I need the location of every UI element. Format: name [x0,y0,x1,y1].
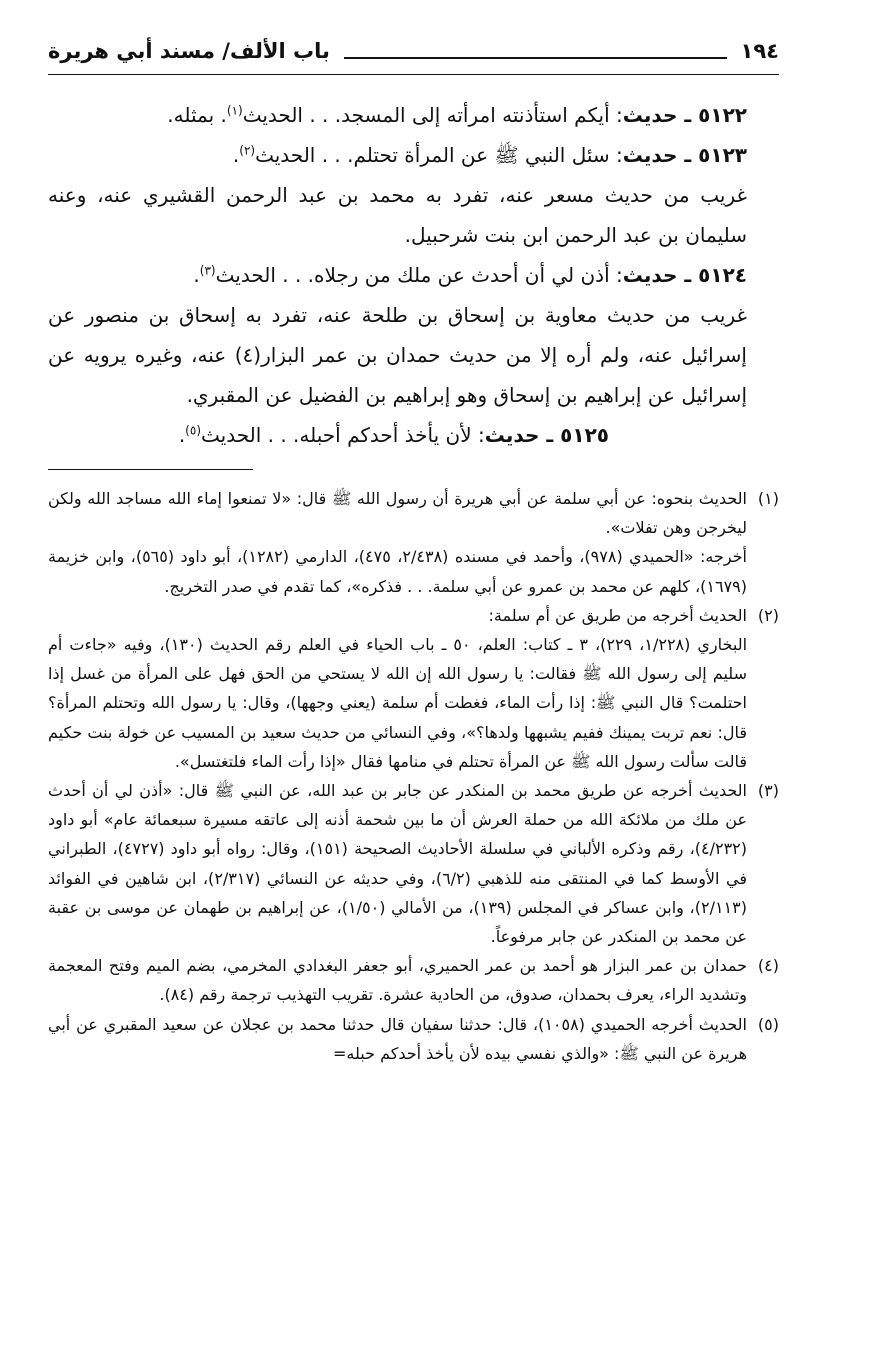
page-number: ١٩٤ [740,39,779,63]
hadith-text: : لأن يأخذ أحدكم أحبله. . . الحديث [201,423,485,447]
hadith-number: ٥١٢٢ [698,103,747,127]
commentary-paragraph: غريب من حديث معاوية بن إسحاق بن طلحة عنه، تفرد به إسحاق بن منصور عن إسرائيل عنه، ولم أره إلا من حديث حمدان بن عمر البزار(٤) عنه، وغيره يرويه عن إسرائيل عن إبراهيم بن إسحاق وهو إبراهيم بن الفضيل عن المقبري. [48,303,747,407]
footnote-text: الحديث أخرجه من طريق عن أم سلمة: [488,605,747,625]
footnote-text: الحديث أخرجه عن طريق محمد بن المنكدر عن جابر بن عبد الله، عن النبي ﷺ قال: «أذن لي أن أحدث عن ملك من ملائكة الله من حملة العرش أن ما بين شحمة أذنه إلى عاتقه مسيرة سبعمائة عام» أبو داود (٤/٢٣٢)، رقم وذكره الألباني في سلسلة الأحاديث الصحيحة (١٥١)، وقال: رواه أبو داود (٤٧٢٧)، الطبراني في الأوسط كما في المنتقى منه للذهبي (٦/٢)، وفي حديثه عن النسائي (٢/٣١٧)، ابن شاهين في الفوائد (٢/١١٣)، وابن عساكر في المجلس (١٣٩)، من الأمالي (١/٥٠)، عن إبراهيم بن طهمان عن موسى بن عقبة عن محمد بن المنكدر عن جابر مرفوعاً. [48,781,748,947]
footnote [48,601,779,776]
hadith-5124 [48,255,779,295]
header-title: باب الألف/ مسند أبي هريرة [48,39,330,63]
dash: ـ [677,143,699,167]
dash: ـ [539,423,561,447]
hadith-5125 [48,415,779,455]
header-rule [344,57,727,59]
footnote-mark: (٢) [757,605,779,625]
footnote-text: حمدان بن عمر البزار هو أحمد بن عمر الحميري، أبو جعفر البغدادي المخرمي، بضم الميم وفتح المعجمة وتشديد الراء، يعرف بحمدان، صدوق، من الحادية عشرة. تقريب التهذيب ترجمة رقم (٨٤). [48,956,747,1005]
footnote-mark: (١) [757,489,779,508]
header-underline [48,74,779,75]
hadith-label: حديث [622,103,678,127]
document-page [48,30,779,1068]
main-text [48,95,779,455]
hadith-5123 [48,135,779,175]
hadith-tail: . [232,143,240,167]
footnote-ref: (٣) [199,263,216,278]
hadith-label: حديث [622,143,678,167]
footnote-mark: (٣) [757,781,779,801]
footnote-ref: (١) [226,103,243,118]
footnote-mark: (٥) [757,1014,779,1034]
hadith-text: : سئل النبي ﷺ عن المرأة تحتلم. . . الحديث [255,143,623,167]
footnote-ref: (٥) [185,423,201,438]
hadith-text: : أيكم استأذنته امرأته إلى المسجد. . . الحديث [242,103,623,127]
hadith-tail: . [193,263,200,287]
hadith-5122 [48,95,779,135]
hadith-number: ٥١٢٥ [560,423,609,447]
footnote [48,1010,779,1068]
hadith-tail: . بمثله. [167,103,227,127]
footnote-text: البخاري (١/٢٢٨، ٢٢٩)، ٣ ـ كتاب: العلم، ٥٠ ـ باب الحياء في العلم رقم الحديث (١٣٠)، وفيه «جاءت أم سليم إلى رسول الله ﷺ فقالت: يا رسول الله إن الله لا يستحي من الحق فهل على المرأة من غسل إذا احتلمت؟ قال النبي ﷺ: إذا رأت الماء، فغطت أم سلمة (يعني وجهها)، وقال: يا رسول الله وتحتلم المرأة؟ قال: نعم تربت يمينك ففيم يشبهها ولدها؟»، وفي النسائي من حديث سعيد بن المسيب عن خولة بنت حكيم قالت سألت رسول الله ﷺ عن المرأة تحتلم في منامها فقال «إذا رأت الماء فلتغتسل». [48,635,748,771]
hadith-number: ٥١٢٤ [698,263,747,287]
footnote [48,951,779,1009]
footnote [48,484,779,601]
footnote-text: أخرجه: «الحميدي (٩٧٨)، وأحمد في مسنده (٢/٤٣٨، ٤٧٥)، الدارمي (١٢٨٢)، أبو داود (٥٦٥)، وابن خزيمة (١٦٧٩)، كلهم عن محمد بن عمرو عن أبي سلمة. . . فذكره»، كما تقدم في صدر التخريج. [48,547,748,596]
hadith-tail: . [178,423,186,447]
footnotes [48,484,779,1068]
hadith-text: : أذن لي أن أحدث عن ملك من رجلاه. . . الحديث [215,263,623,287]
commentary-paragraph: غريب من حديث مسعر عنه، تفرد به محمد بن عبد الرحمن القشيري عنه، وعنه سليمان بن عبد الرحمن ابن بنت شرحبيل. [48,183,747,247]
footnote-text: الحديث أخرجه الحميدي (١٠٥٨)، قال: حدثنا سفيان قال حدثنا محمد بن عجلان عن سعيد المقبري عن أبي هريرة عن النبي ﷺ: «والذي نفسي بيده لأن يأخذ أحدكم حبله= [48,1014,747,1063]
footnote-separator [48,469,253,470]
dash: ـ [677,103,699,127]
hadith-label: حديث [484,423,540,447]
footnote-ref: (٢) [239,143,256,158]
dash: ـ [677,263,699,287]
running-header [48,30,779,72]
hadith-label: حديث [622,263,678,287]
footnote [48,776,779,951]
footnote-text: الحديث بنحوه: عن أبي سلمة عن أبي هريرة أن رسول الله ﷺ قال: «لا تمنعوا إماء الله مساجد الله ولكن ليخرجن وهن تفلات». [48,489,747,538]
hadith-number: ٥١٢٣ [698,143,747,167]
footnote-mark: (٤) [757,956,779,976]
